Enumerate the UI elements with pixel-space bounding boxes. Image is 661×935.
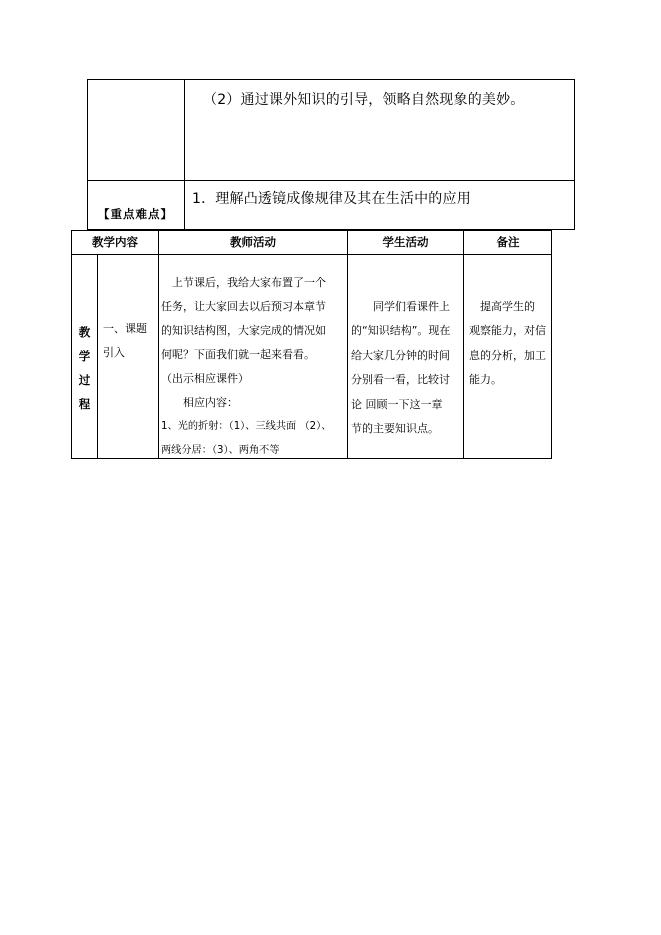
header-student-activity: 学生活动: [382, 235, 429, 249]
section-title: 一、课题 引入: [103, 322, 147, 360]
teacher-activity-text: 上节课后，我给大家布置了一个 任务，让大家回去以后预习本章节 的知识结构图，大家完成的情况如 何呢？下面我们就一起来看看。 （出示相应课件） 相应内容： 1、光的折射：（1）、三线共面 （2）、 两线分居：（3）、两角不等: [161, 276, 332, 456]
table-divider: [347, 231, 348, 458]
key-point-item-1: 1．理解凸透镜成像规律及其在生活中的应用: [192, 191, 471, 207]
table-divider: [184, 80, 185, 229]
key-points-label: 【重点难点】: [98, 207, 173, 221]
header-notes: 备注: [496, 235, 520, 249]
objective-item-2: （2）通过课外知识的引导，领略自然现象的美妙。: [203, 92, 525, 108]
header-teaching-content: 教学内容: [92, 235, 138, 249]
student-activity-text: 同学们看课件上 的“知识结构”。现在 给大家几分钟的时间 分别看一看，比较讨 论 回顾一下这一章 节的主要知识点。: [351, 300, 451, 436]
table-divider: [72, 254, 551, 255]
objectives-table: [87, 79, 575, 230]
lesson-process-table: [71, 230, 552, 459]
process-label: 教 学 过 程: [78, 325, 91, 411]
table-divider: [463, 231, 464, 458]
table-divider: [158, 231, 159, 458]
header-teacher-activity: 教师活动: [230, 235, 276, 249]
notes-text: 提高学生的 观察能力，对信 息的分析，加工 能力。: [469, 300, 546, 387]
table-divider: [97, 254, 98, 458]
table-divider: [88, 180, 574, 181]
